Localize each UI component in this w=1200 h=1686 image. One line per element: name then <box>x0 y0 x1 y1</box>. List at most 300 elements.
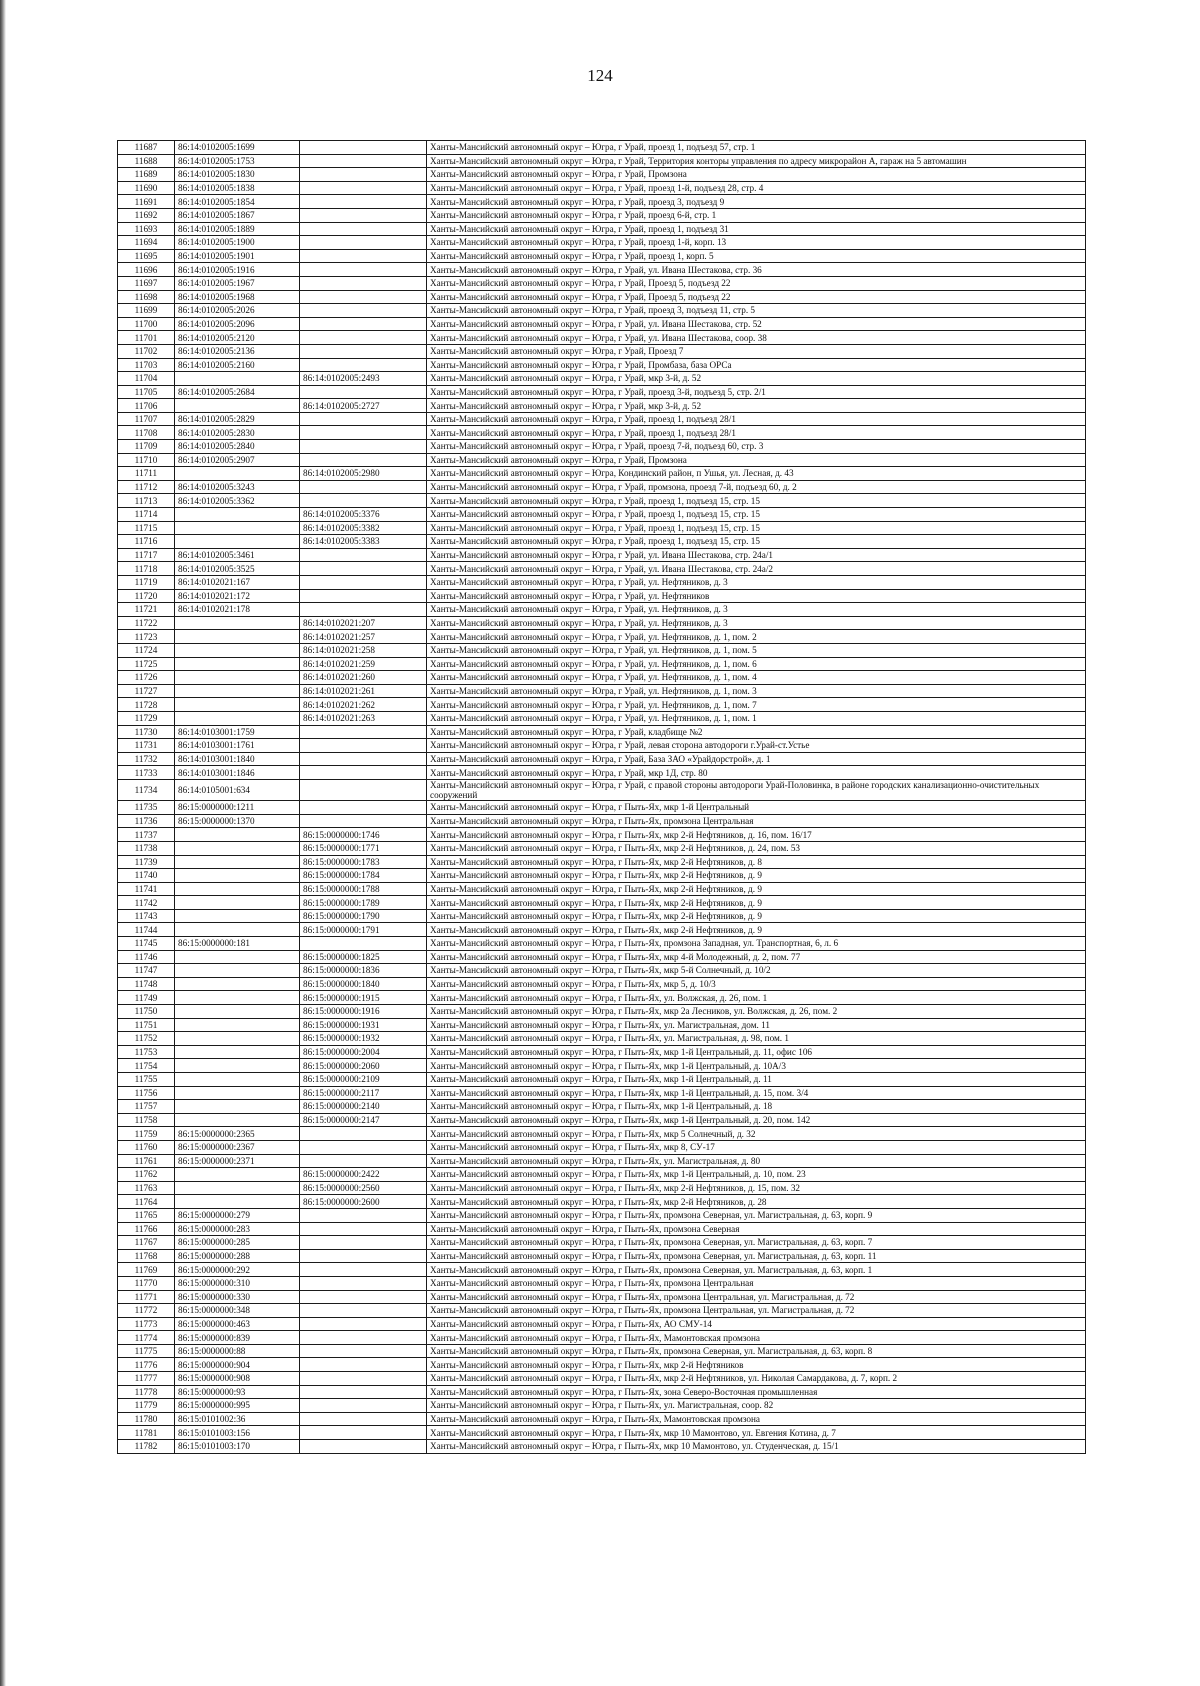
row-number-cell: 11712 <box>118 480 175 494</box>
address-cell: Ханты-Мансийский автономный округ – Югра, г Урай, Промзона <box>427 453 1086 467</box>
address-cell: Ханты-Мансийский автономный округ – Югра, г Урай, ул. Нефтяников, д. 3 <box>427 616 1086 630</box>
cadastral-number-cell: 86:14:0102005:1854 <box>175 195 300 209</box>
table-row <box>118 168 1086 182</box>
row-number-cell: 11711 <box>118 467 175 481</box>
cadastral-number-cell: 86:14:0102005:2120 <box>175 331 300 345</box>
table-row <box>118 1100 1086 1114</box>
parent-cadastral-number-cell <box>300 154 427 168</box>
parent-cadastral-number-cell <box>300 276 427 290</box>
address-cell: Ханты-Мансийский автономный округ – Югра, г Пыть-Ях, мкр 1-й Центральный, д. 10, пом. 23 <box>427 1168 1086 1182</box>
row-number-cell: 11760 <box>118 1140 175 1154</box>
table-row <box>118 344 1086 358</box>
address-cell: Ханты-Мансийский автономный округ – Югра, г Пыть-Ях, мкр 2-й Нефтяников, д. 28 <box>427 1195 1086 1209</box>
address-cell: Ханты-Мансийский автономный округ – Югра, г Урай, ул. Нефтяников <box>427 589 1086 603</box>
table-row <box>118 494 1086 508</box>
cadastral-number-cell: 86:14:0102005:3362 <box>175 494 300 508</box>
row-number-cell: 11768 <box>118 1249 175 1263</box>
cadastral-number-cell: 86:14:0102005:1753 <box>175 154 300 168</box>
cadastral-number-cell: 86:14:0102005:1838 <box>175 181 300 195</box>
parent-cadastral-number-cell <box>300 263 427 277</box>
address-cell: Ханты-Мансийский автономный округ – Югра, г Пыть-Ях, мкр 2-й Нефтяников, д. 9 <box>427 923 1086 937</box>
address-cell: Ханты-Мансийский автономный округ – Югра, г Пыть-Ях, зона Северо-Восточная промышленная <box>427 1385 1086 1399</box>
row-number-cell: 11730 <box>118 725 175 739</box>
cadastral-number-cell: 86:14:0102005:3525 <box>175 562 300 576</box>
parent-cadastral-number-cell: 86:15:0000000:1746 <box>300 828 427 842</box>
row-number-cell: 11765 <box>118 1208 175 1222</box>
cadastral-number-cell: 86:15:0000000:288 <box>175 1249 300 1263</box>
cadastral-number-cell <box>175 508 300 522</box>
parent-cadastral-number-cell <box>300 358 427 372</box>
row-number-cell: 11740 <box>118 869 175 883</box>
parent-cadastral-number-cell: 86:15:0000000:2422 <box>300 1168 427 1182</box>
row-number-cell: 11731 <box>118 739 175 753</box>
row-number-cell: 11761 <box>118 1154 175 1168</box>
address-cell: Ханты-Мансийский автономный округ – Югра, г Урай, проезд 3-й, подъезд 5, стр. 2/1 <box>427 385 1086 399</box>
parent-cadastral-number-cell <box>300 168 427 182</box>
parent-cadastral-number-cell: 86:14:0102021:258 <box>300 643 427 657</box>
cadastral-number-cell: 86:15:0000000:839 <box>175 1331 300 1345</box>
table-row <box>118 480 1086 494</box>
row-number-cell: 11739 <box>118 855 175 869</box>
table-row <box>118 923 1086 937</box>
table-row <box>118 562 1086 576</box>
table-row <box>118 236 1086 250</box>
parent-cadastral-number-cell <box>300 589 427 603</box>
parent-cadastral-number-cell <box>300 385 427 399</box>
table-row <box>118 869 1086 883</box>
row-number-cell: 11752 <box>118 1032 175 1046</box>
parent-cadastral-number-cell: 86:14:0102005:2493 <box>300 372 427 386</box>
table-row <box>118 643 1086 657</box>
parent-cadastral-number-cell <box>300 494 427 508</box>
table-row <box>118 276 1086 290</box>
row-number-cell: 11735 <box>118 801 175 815</box>
cadastral-number-cell: 86:14:0102021:172 <box>175 589 300 603</box>
table-row <box>118 1222 1086 1236</box>
cadastral-number-cell: 86:14:0102005:2830 <box>175 426 300 440</box>
table-row <box>118 801 1086 815</box>
row-number-cell: 11764 <box>118 1195 175 1209</box>
row-number-cell: 11716 <box>118 535 175 549</box>
table-row <box>118 467 1086 481</box>
row-number-cell: 11724 <box>118 643 175 657</box>
cadastral-number-cell: 86:14:0102005:2684 <box>175 385 300 399</box>
address-cell: Ханты-Мансийский автономный округ – Югра, г Урай, ул. Ивана Шестакова, стр. 24а/2 <box>427 562 1086 576</box>
table-row <box>118 1208 1086 1222</box>
table-row <box>118 1127 1086 1141</box>
row-number-cell: 11693 <box>118 222 175 236</box>
cadastral-number-cell <box>175 828 300 842</box>
parent-cadastral-number-cell <box>300 208 427 222</box>
parent-cadastral-number-cell <box>300 1236 427 1250</box>
address-cell: Ханты-Мансийский автономный округ – Югра, г Пыть-Ях, промзона Центральная <box>427 814 1086 828</box>
row-number-cell: 11763 <box>118 1181 175 1195</box>
address-cell: Ханты-Мансийский автономный округ – Югра, г Урай, проезд 1-й, подъезд 28, стр. 4 <box>427 181 1086 195</box>
table-row <box>118 991 1086 1005</box>
address-cell: Ханты-Мансийский автономный округ – Югра, г Пыть-Ях, мкр 5-й Солнечный, д. 10/2 <box>427 964 1086 978</box>
parent-cadastral-number-cell <box>300 141 427 155</box>
parent-cadastral-number-cell <box>300 222 427 236</box>
address-cell: Ханты-Мансийский автономный округ – Югра, г Пыть-Ях, мкр 2-й Нефтяников, ул. Николая Самардакова, д. 7, корп. 2 <box>427 1372 1086 1386</box>
cadastral-number-cell: 86:15:0000000:1370 <box>175 814 300 828</box>
address-cell: Ханты-Мансийский автономный округ – Югра, г Урай, проезд 1, подъезд 15, стр. 15 <box>427 521 1086 535</box>
parent-cadastral-number-cell: 86:14:0102021:261 <box>300 684 427 698</box>
cadastral-number-cell: 86:14:0102005:3243 <box>175 480 300 494</box>
address-cell: Ханты-Мансийский автономный округ – Югра, г Пыть-Ях, мкр 2-й Нефтяников, д. 8 <box>427 855 1086 869</box>
row-number-cell: 11710 <box>118 453 175 467</box>
row-number-cell: 11687 <box>118 141 175 155</box>
table-row <box>118 1358 1086 1372</box>
row-number-cell: 11689 <box>118 168 175 182</box>
table-row <box>118 671 1086 685</box>
row-number-cell: 11696 <box>118 263 175 277</box>
cadastral-number-cell <box>175 616 300 630</box>
address-cell: Ханты-Мансийский автономный округ – Югра, г Урай, ул. Нефтяников, д. 3 <box>427 603 1086 617</box>
parent-cadastral-number-cell <box>300 1344 427 1358</box>
parent-cadastral-number-cell: 86:15:0000000:2060 <box>300 1059 427 1073</box>
address-cell: Ханты-Мансийский автономный округ – Югра, г Пыть-Ях, мкр 2-й Нефтяников, д. 16, пом. 16/17 <box>427 828 1086 842</box>
table-row <box>118 1154 1086 1168</box>
table-row <box>118 1276 1086 1290</box>
row-number-cell: 11777 <box>118 1372 175 1386</box>
cadastral-number-cell <box>175 643 300 657</box>
cadastral-number-cell: 86:15:0000000:908 <box>175 1372 300 1386</box>
address-cell: Ханты-Мансийский автономный округ – Югра, г Пыть-Ях, промзона Северная, ул. Магистральная, д. 63, корп. 8 <box>427 1344 1086 1358</box>
cadastral-number-cell <box>175 950 300 964</box>
row-number-cell: 11729 <box>118 711 175 725</box>
parent-cadastral-number-cell <box>300 1276 427 1290</box>
address-cell: Ханты-Мансийский автономный округ – Югра, г Пыть-Ях, мкр 2-й Нефтяников, д. 9 <box>427 896 1086 910</box>
address-cell: Ханты-Мансийский автономный округ – Югра, Кондинский район, п Ушья, ул. Лесная, д. 43 <box>427 467 1086 481</box>
cadastral-number-cell: 86:14:0102005:1901 <box>175 249 300 263</box>
table-row <box>118 1236 1086 1250</box>
table-row <box>118 1372 1086 1386</box>
row-number-cell: 11775 <box>118 1344 175 1358</box>
row-number-cell: 11732 <box>118 752 175 766</box>
table-row <box>118 412 1086 426</box>
table-row <box>118 535 1086 549</box>
parent-cadastral-number-cell <box>300 739 427 753</box>
table-row <box>118 684 1086 698</box>
row-number-cell: 11688 <box>118 154 175 168</box>
parent-cadastral-number-cell <box>300 548 427 562</box>
row-number-cell: 11714 <box>118 508 175 522</box>
cadastral-number-cell <box>175 991 300 1005</box>
table-row <box>118 263 1086 277</box>
cadastral-number-cell <box>175 1086 300 1100</box>
table-row <box>118 1032 1086 1046</box>
table-row <box>118 385 1086 399</box>
table-row <box>118 909 1086 923</box>
parent-cadastral-number-cell <box>300 1249 427 1263</box>
row-number-cell: 11719 <box>118 576 175 590</box>
table-row <box>118 725 1086 739</box>
row-number-cell: 11759 <box>118 1127 175 1141</box>
row-number-cell: 11751 <box>118 1018 175 1032</box>
page-number: 124 <box>587 66 613 85</box>
table-row <box>118 1317 1086 1331</box>
row-number-cell: 11756 <box>118 1086 175 1100</box>
row-number-cell: 11718 <box>118 562 175 576</box>
cadastral-number-cell <box>175 1045 300 1059</box>
row-number-cell: 11741 <box>118 882 175 896</box>
cadastral-number-cell: 86:14:0102005:2907 <box>175 453 300 467</box>
row-number-cell: 11750 <box>118 1005 175 1019</box>
row-number-cell: 11757 <box>118 1100 175 1114</box>
parent-cadastral-number-cell <box>300 249 427 263</box>
table-row <box>118 1331 1086 1345</box>
table-row <box>118 331 1086 345</box>
row-number-cell: 11755 <box>118 1073 175 1087</box>
parent-cadastral-number-cell <box>300 1317 427 1331</box>
parent-cadastral-number-cell <box>300 1263 427 1277</box>
address-cell: Ханты-Мансийский автономный округ – Югра, г Пыть-Ях, мкр 10 Мамонтово, ул. Студенческая, д. 15/1 <box>427 1440 1086 1454</box>
row-number-cell: 11767 <box>118 1236 175 1250</box>
address-cell: Ханты-Мансийский автономный округ – Югра, г Урай, проезд 1, подъезд 28/1 <box>427 412 1086 426</box>
cadastral-number-cell <box>175 923 300 937</box>
address-cell: Ханты-Мансийский автономный округ – Югра, г Урай, ул. Ивана Шестакова, стр. 36 <box>427 263 1086 277</box>
table-row <box>118 616 1086 630</box>
parent-cadastral-number-cell <box>300 801 427 815</box>
cadastral-number-cell: 86:14:0102021:178 <box>175 603 300 617</box>
table-row <box>118 1399 1086 1413</box>
table-row <box>118 249 1086 263</box>
address-cell: Ханты-Мансийский автономный округ – Югра, г Пыть-Ях, мкр 2-й Нефтяников, д. 9 <box>427 869 1086 883</box>
parent-cadastral-number-cell: 86:15:0000000:1783 <box>300 855 427 869</box>
table-row <box>118 576 1086 590</box>
parent-cadastral-number-cell: 86:14:0102005:3383 <box>300 535 427 549</box>
parent-cadastral-number-cell: 86:15:0000000:1784 <box>300 869 427 883</box>
address-cell: Ханты-Мансийский автономный округ – Югра, г Урай, кладбище №2 <box>427 725 1086 739</box>
parent-cadastral-number-cell <box>300 1331 427 1345</box>
address-cell: Ханты-Мансийский автономный округ – Югра, г Урай, мкр 3-й, д. 52 <box>427 372 1086 386</box>
table-body <box>118 141 1086 1454</box>
address-cell: Ханты-Мансийский автономный округ – Югра, г Урай, ул. Нефтяников, д. 1, пом. 5 <box>427 643 1086 657</box>
row-number-cell: 11691 <box>118 195 175 209</box>
row-number-cell: 11747 <box>118 964 175 978</box>
address-cell: Ханты-Мансийский автономный округ – Югра, г Урай, проезд 1, подъезд 31 <box>427 222 1086 236</box>
row-number-cell: 11782 <box>118 1440 175 1454</box>
address-cell: Ханты-Мансийский автономный округ – Югра, г Урай, База ЗАО «Урайдорстрой», д. 1 <box>427 752 1086 766</box>
row-number-cell: 11703 <box>118 358 175 372</box>
address-cell: Ханты-Мансийский автономный округ – Югра, г Урай, ул. Ивана Шестакова, соор. 38 <box>427 331 1086 345</box>
table-row <box>118 290 1086 304</box>
parent-cadastral-number-cell <box>300 290 427 304</box>
cadastral-number-cell: 86:15:0000000:995 <box>175 1399 300 1413</box>
address-cell: Ханты-Мансийский автономный округ – Югра, г Урай, ул. Ивана Шестакова, стр. 52 <box>427 317 1086 331</box>
row-number-cell: 11717 <box>118 548 175 562</box>
row-number-cell: 11723 <box>118 630 175 644</box>
address-cell: Ханты-Мансийский автономный округ – Югра, г Урай, промзона, проезд 7-й, подъезд 60, д. 2 <box>427 480 1086 494</box>
table-row <box>118 698 1086 712</box>
table-row <box>118 521 1086 535</box>
address-cell: Ханты-Мансийский автономный округ – Югра, г Урай, Территория конторы управления по адресу микрорайон А, гараж на 5 автомашин <box>427 154 1086 168</box>
table-row <box>118 1181 1086 1195</box>
address-cell: Ханты-Мансийский автономный округ – Югра, г Пыть-Ях, промзона Северная, ул. Магистральная, д. 63, корп. 1 <box>427 1263 1086 1277</box>
table-row <box>118 440 1086 454</box>
parent-cadastral-number-cell <box>300 1358 427 1372</box>
cadastral-number-cell <box>175 684 300 698</box>
parent-cadastral-number-cell <box>300 181 427 195</box>
parent-cadastral-number-cell: 86:14:0102021:260 <box>300 671 427 685</box>
row-number-cell: 11766 <box>118 1222 175 1236</box>
parent-cadastral-number-cell <box>300 1412 427 1426</box>
parent-cadastral-number-cell: 86:14:0102021:257 <box>300 630 427 644</box>
table-row <box>118 1304 1086 1318</box>
parent-cadastral-number-cell <box>300 1127 427 1141</box>
parent-cadastral-number-cell <box>300 603 427 617</box>
parent-cadastral-number-cell: 86:14:0102005:3382 <box>300 521 427 535</box>
cadastral-number-cell <box>175 1181 300 1195</box>
table-row <box>118 1140 1086 1154</box>
row-number-cell: 11707 <box>118 412 175 426</box>
cadastral-number-cell: 86:14:0102005:3461 <box>175 548 300 562</box>
cadastral-number-cell <box>175 869 300 883</box>
row-number-cell: 11776 <box>118 1358 175 1372</box>
table-row <box>118 779 1086 800</box>
cadastral-number-cell <box>175 711 300 725</box>
parent-cadastral-number-cell: 86:15:0000000:2109 <box>300 1073 427 1087</box>
parent-cadastral-number-cell: 86:15:0000000:2560 <box>300 1181 427 1195</box>
table-row <box>118 1426 1086 1440</box>
scan-edge-shadow <box>0 0 6 1686</box>
table-row <box>118 752 1086 766</box>
parent-cadastral-number-cell <box>300 779 427 800</box>
row-number-cell: 11738 <box>118 841 175 855</box>
address-cell: Ханты-Мансийский автономный округ – Югра, г Урай, мкр 1Д, стр. 80 <box>427 766 1086 780</box>
table-row <box>118 208 1086 222</box>
table-row <box>118 1005 1086 1019</box>
address-cell: Ханты-Мансийский автономный округ – Югра, г Пыть-Ях, мкр 8, СУ-17 <box>427 1140 1086 1154</box>
address-cell: Ханты-Мансийский автономный округ – Югра, г Урай, Проезд 7 <box>427 344 1086 358</box>
cadastral-number-cell: 86:14:0102005:2840 <box>175 440 300 454</box>
parent-cadastral-number-cell <box>300 725 427 739</box>
cadastral-number-cell <box>175 1168 300 1182</box>
table-row <box>118 1344 1086 1358</box>
address-cell: Ханты-Мансийский автономный округ – Югра, г Пыть-Ях, мкр 1-й Центральный, д. 15, пом. 3/4 <box>427 1086 1086 1100</box>
parent-cadastral-number-cell <box>300 752 427 766</box>
table-row <box>118 1059 1086 1073</box>
cadastral-number-cell: 86:15:0000000:463 <box>175 1317 300 1331</box>
row-number-cell: 11736 <box>118 814 175 828</box>
address-cell: Ханты-Мансийский автономный округ – Югра, г Пыть-Ях, мкр 1-й Центральный <box>427 801 1086 815</box>
table-row <box>118 964 1086 978</box>
cadastral-number-cell: 86:15:0000000:2365 <box>175 1127 300 1141</box>
parent-cadastral-number-cell <box>300 1140 427 1154</box>
address-cell: Ханты-Мансийский автономный округ – Югра, г Пыть-Ях, ул. Волжская, д. 26, пом. 1 <box>427 991 1086 1005</box>
cadastral-number-cell <box>175 671 300 685</box>
row-number-cell: 11733 <box>118 766 175 780</box>
cadastral-number-cell: 86:14:0102005:1889 <box>175 222 300 236</box>
row-number-cell: 11779 <box>118 1399 175 1413</box>
table-row <box>118 711 1086 725</box>
address-cell: Ханты-Мансийский автономный округ – Югра, г Пыть-Ях, ул. Магистральная, д. 98, пом. 1 <box>427 1032 1086 1046</box>
row-number-cell: 11749 <box>118 991 175 1005</box>
row-number-cell: 11743 <box>118 909 175 923</box>
address-cell: Ханты-Мансийский автономный округ – Югра, г Пыть-Ях, мкр 1-й Центральный, д. 20, пом. 142 <box>427 1113 1086 1127</box>
cadastral-number-cell: 86:15:0000000:1211 <box>175 801 300 815</box>
cadastral-number-cell: 86:15:0101002:36 <box>175 1412 300 1426</box>
table-row <box>118 603 1086 617</box>
address-cell: Ханты-Мансийский автономный округ – Югра, г Урай, Проезд 5, подъезд 22 <box>427 276 1086 290</box>
row-number-cell: 11734 <box>118 779 175 800</box>
cadastral-number-cell: 86:14:0102005:1867 <box>175 208 300 222</box>
cadastral-number-cell <box>175 855 300 869</box>
table-row <box>118 1290 1086 1304</box>
parent-cadastral-number-cell: 86:15:0000000:1789 <box>300 896 427 910</box>
parent-cadastral-number-cell <box>300 937 427 951</box>
address-cell: Ханты-Мансийский автономный округ – Югра, г Урай, Промзона <box>427 168 1086 182</box>
parent-cadastral-number-cell <box>300 195 427 209</box>
cadastral-number-cell: 86:15:0101003:170 <box>175 1440 300 1454</box>
parent-cadastral-number-cell: 86:14:0102005:2727 <box>300 399 427 413</box>
table-row <box>118 426 1086 440</box>
row-number-cell: 11692 <box>118 208 175 222</box>
cadastral-number-cell: 86:14:0102005:1900 <box>175 236 300 250</box>
address-cell: Ханты-Мансийский автономный округ – Югра, г Пыть-Ях, промзона Северная, ул. Магистральная, д. 63, корп. 7 <box>427 1236 1086 1250</box>
address-cell: Ханты-Мансийский автономный округ – Югра, г Пыть-Ях, промзона Северная <box>427 1222 1086 1236</box>
table-row <box>118 657 1086 671</box>
address-cell: Ханты-Мансийский автономный округ – Югра, г Пыть-Ях, мкр 2-й Нефтяников, д. 24, пом. 53 <box>427 841 1086 855</box>
table-row <box>118 814 1086 828</box>
parent-cadastral-number-cell <box>300 576 427 590</box>
parent-cadastral-number-cell <box>300 1426 427 1440</box>
row-number-cell: 11705 <box>118 385 175 399</box>
cadastral-number-cell: 86:15:0000000:2367 <box>175 1140 300 1154</box>
table-row <box>118 896 1086 910</box>
cadastral-number-cell <box>175 977 300 991</box>
address-cell: Ханты-Мансийский автономный округ – Югра, г Пыть-Ях, ул. Магистральная, соор. 82 <box>427 1399 1086 1413</box>
table-row <box>118 1113 1086 1127</box>
cadastral-number-cell <box>175 1073 300 1087</box>
table-row <box>118 1440 1086 1454</box>
row-number-cell: 11690 <box>118 181 175 195</box>
parent-cadastral-number-cell <box>300 1399 427 1413</box>
row-number-cell: 11701 <box>118 331 175 345</box>
address-cell: Ханты-Мансийский автономный округ – Югра, г Урай, проезд 1-й, корп. 13 <box>427 236 1086 250</box>
cadastral-number-cell: 86:15:0000000:285 <box>175 1236 300 1250</box>
address-cell: Ханты-Мансийский автономный округ – Югра, г Урай, ул. Нефтяников, д. 1, пом. 2 <box>427 630 1086 644</box>
row-number-cell: 11742 <box>118 896 175 910</box>
cadastral-number-cell <box>175 1100 300 1114</box>
row-number-cell: 11773 <box>118 1317 175 1331</box>
parent-cadastral-number-cell <box>300 1290 427 1304</box>
address-cell: Ханты-Мансийский автономный округ – Югра, г Пыть-Ях, мкр 1-й Центральный, д. 10А/3 <box>427 1059 1086 1073</box>
row-number-cell: 11744 <box>118 923 175 937</box>
cadastral-number-cell <box>175 1113 300 1127</box>
cadastral-number-cell: 86:14:0102005:2026 <box>175 304 300 318</box>
parent-cadastral-number-cell <box>300 331 427 345</box>
address-cell: Ханты-Мансийский автономный округ – Югра, г Пыть-Ях, мкр 2-й Нефтяников, д. 9 <box>427 882 1086 896</box>
cadastral-number-cell: 86:14:0102005:2136 <box>175 344 300 358</box>
row-number-cell: 11758 <box>118 1113 175 1127</box>
address-cell: Ханты-Мансийский автономный округ – Югра, г Урай, ул. Ивана Шестакова, стр. 24а/1 <box>427 548 1086 562</box>
cadastral-number-cell: 86:14:0102005:2160 <box>175 358 300 372</box>
table-row <box>118 1412 1086 1426</box>
cadastral-number-cell: 86:14:0103001:1761 <box>175 739 300 753</box>
row-number-cell: 11709 <box>118 440 175 454</box>
cadastral-number-cell <box>175 896 300 910</box>
address-cell: Ханты-Мансийский автономный округ – Югра, г Пыть-Ях, мкр 2-й Нефтяников <box>427 1358 1086 1372</box>
parent-cadastral-number-cell <box>300 480 427 494</box>
parent-cadastral-number-cell <box>300 562 427 576</box>
table-row <box>118 882 1086 896</box>
row-number-cell: 11715 <box>118 521 175 535</box>
address-cell: Ханты-Мансийский автономный округ – Югра, г Пыть-Ях, мкр 1-й Центральный, д. 18 <box>427 1100 1086 1114</box>
cadastral-number-cell <box>175 964 300 978</box>
row-number-cell: 11728 <box>118 698 175 712</box>
address-cell: Ханты-Мансийский автономный округ – Югра, г Пыть-Ях, мкр 1-й Центральный, д. 11 <box>427 1073 1086 1087</box>
